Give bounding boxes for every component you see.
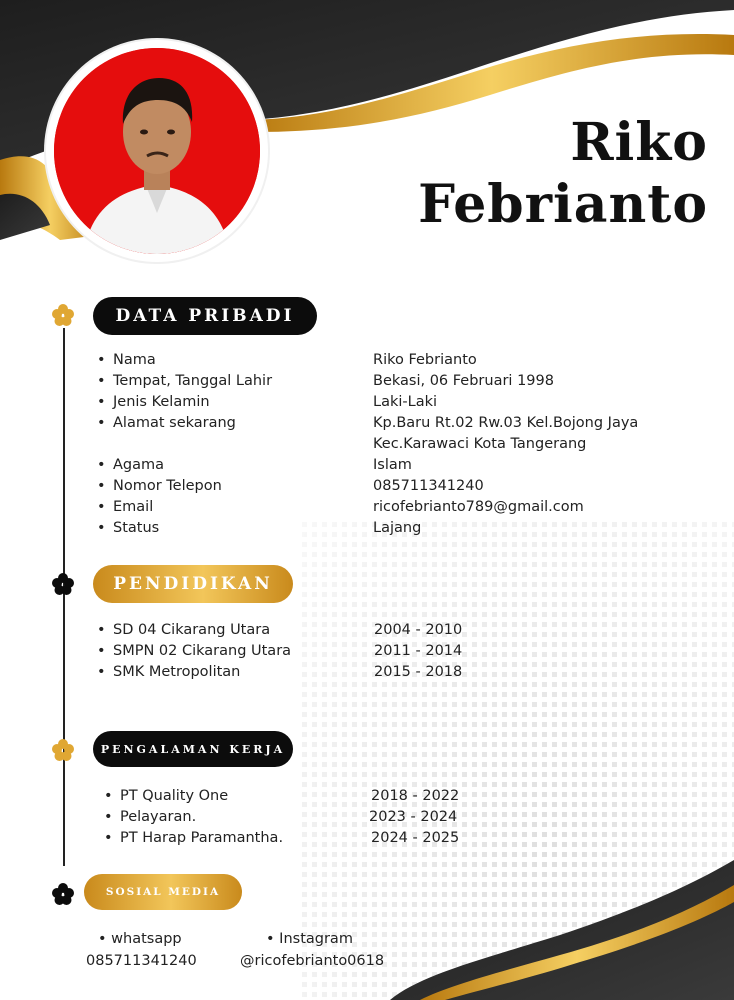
list-item: • Nama Riko Febrianto [113, 350, 673, 371]
list-item: • SD 04 Cikarang Utara 2004 - 2010 [113, 620, 563, 641]
flower-icon-black [51, 882, 75, 906]
full-name-heading [418, 112, 708, 236]
person-avatar-icon [54, 48, 260, 254]
section-heading-personal: DATA PRIBADI [93, 297, 317, 335]
list-item: • Agama Islam [113, 455, 673, 476]
list-item: • PT Quality One 2018 - 2022 [120, 786, 540, 807]
list-item: • Alamat sekarang Kp.Baru Rt.02 Rw.03 Kel.Bojong Jaya Kec.Karawaci Kota Tangerang [113, 413, 673, 455]
section-heading-experience: PENGALAMAN KERJA [93, 731, 293, 767]
list-item: • Status Lajang [113, 518, 673, 539]
social-whatsapp-label: • whatsapp [98, 929, 182, 950]
flower-icon-gold [51, 738, 75, 762]
flower-icon-gold [51, 303, 75, 327]
list-item: • Nomor Telepon 085711341240 [113, 476, 673, 497]
last-name: Febrianto [418, 174, 708, 235]
section-heading-education: PENDIDIKAN [93, 565, 293, 603]
flower-icon-black [51, 572, 75, 596]
social-instagram-handle: @ricofebrianto0618 [240, 953, 385, 969]
first-name: Riko [570, 112, 708, 173]
profile-photo [54, 48, 260, 254]
list-item: • SMPN 02 Cikarang Utara 2011 - 2014 [113, 641, 563, 662]
timeline-line [63, 328, 65, 866]
list-item: • Email ricofebrianto789@gmail.com [113, 497, 673, 518]
social-instagram-label: • Instagram [266, 929, 353, 950]
list-item: • SMK Metropolitan 2015 - 2018 [113, 662, 563, 683]
list-item: • PT Harap Paramantha. 2024 - 2025 [120, 828, 540, 849]
list-item: • Pelayaran. 2023 - 2024 [120, 807, 540, 828]
social-whatsapp-handle: 085711341240 [86, 953, 197, 969]
list-item: • Tempat, Tanggal Lahir Bekasi, 06 Februari 1998 [113, 371, 673, 392]
section-heading-social: SOSIAL MEDIA [84, 874, 242, 910]
list-item: • Jenis Kelamin Laki-Laki [113, 392, 673, 413]
